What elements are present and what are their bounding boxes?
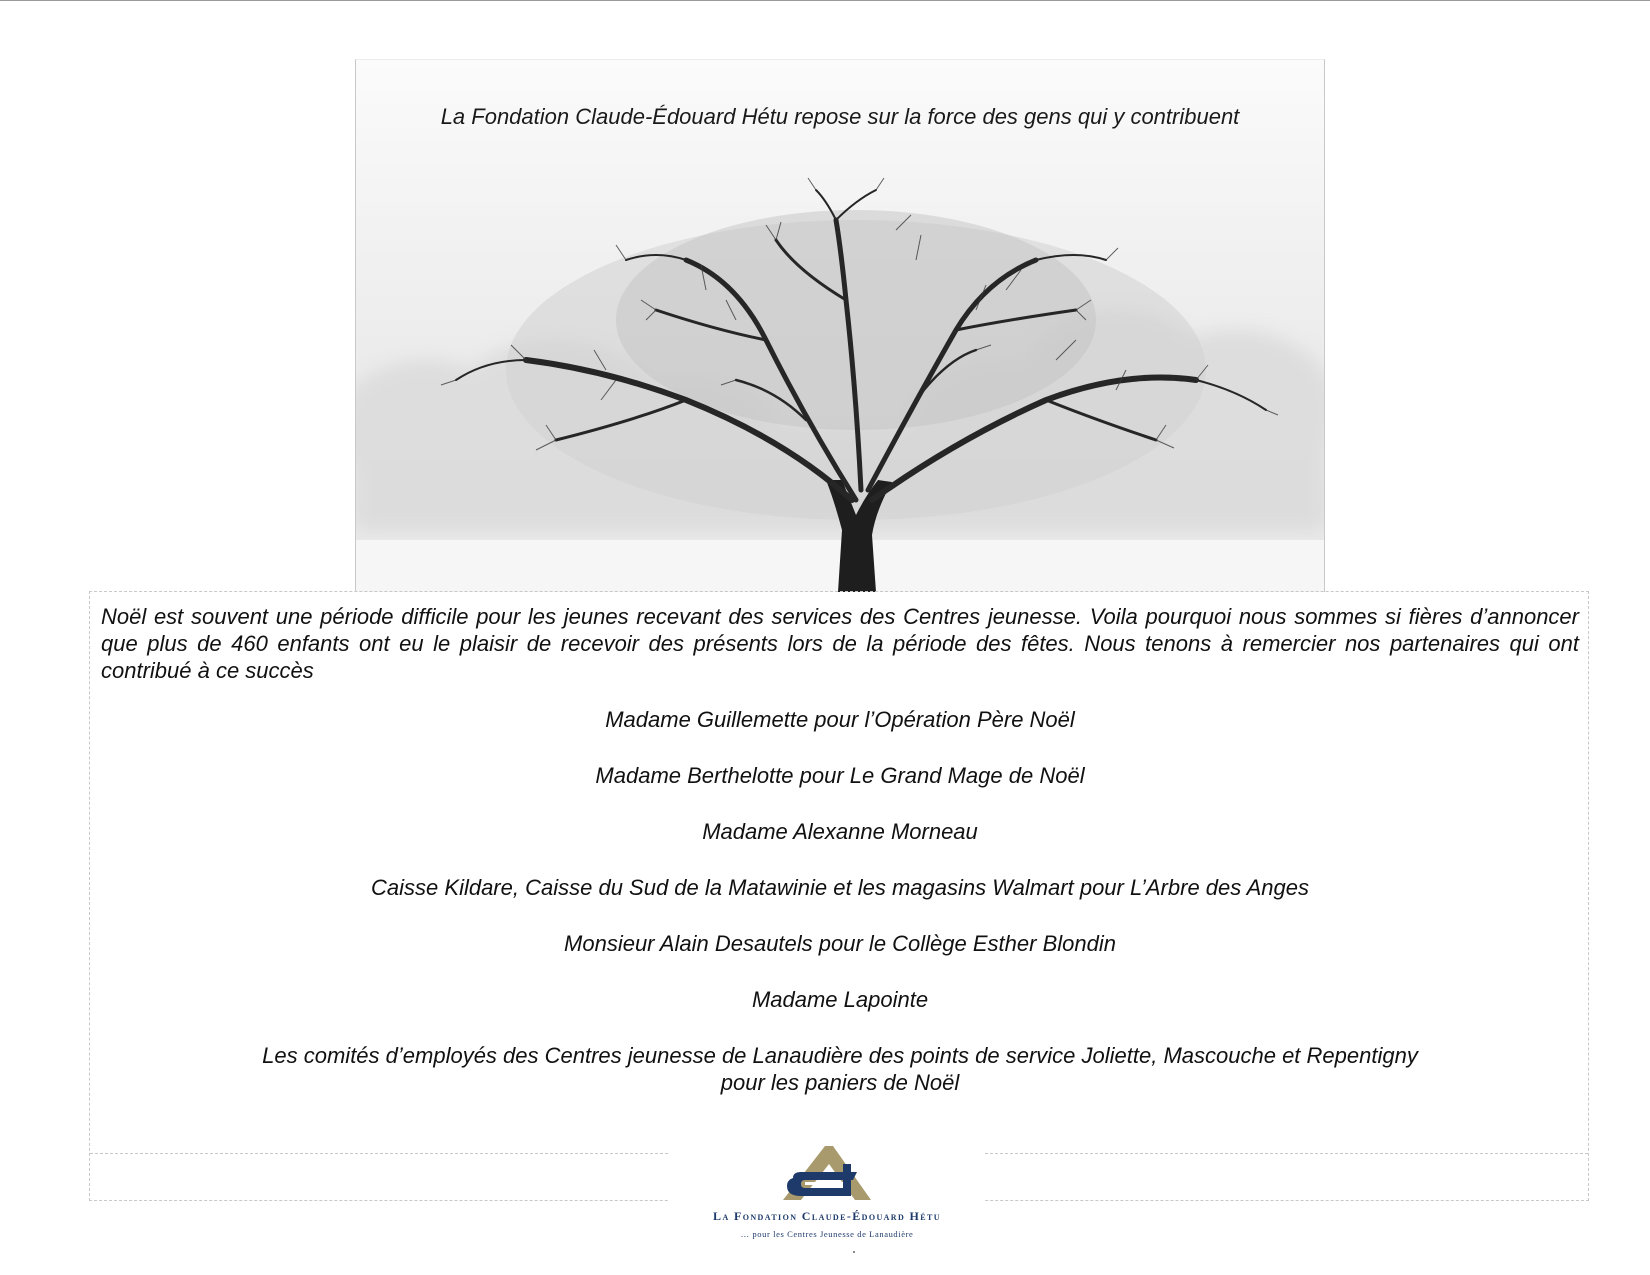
tree-icon bbox=[356, 60, 1324, 592]
top-rule bbox=[0, 0, 1650, 1]
thanks-item: Madame Guillemette pour l’Opération Père Noël bbox=[605, 707, 1075, 732]
thanks-item: Monsieur Alain Desautels pour le Collège Esther Blondin bbox=[564, 931, 1116, 956]
thanks-text-frame bbox=[89, 591, 1589, 1201]
thanks-item: Caisse Kildare, Caisse du Sud de la Matawinie et les magasins Walmart pour L’Arbre des Anges bbox=[371, 875, 1309, 900]
foundation-logo bbox=[669, 1116, 985, 1266]
logo-name: La Fondation Claude-Édouard Hétu bbox=[713, 1209, 941, 1223]
thanks-item: Madame Lapointe bbox=[751, 987, 929, 1012]
winter-tree-photo bbox=[355, 59, 1325, 592]
thanks-item: Madame Berthelotte pour Le Grand Mage de Noël bbox=[595, 763, 1085, 788]
foundation-emblem-icon bbox=[779, 1142, 875, 1204]
tagline: La Fondation Claude-Édouard Hétu repose sur la force des gens qui y contribuent bbox=[440, 104, 1240, 129]
logo-dot bbox=[853, 1251, 855, 1253]
thanks-item: Madame Alexanne Morneau bbox=[702, 819, 978, 844]
logo-subtitle: … pour les Centres Jeunesse de Lanaudière bbox=[740, 1229, 914, 1239]
intro-paragraph: Noël est souvent une période difficile pour les jeunes recevant des services des Centres jeunesse. Voila pourquoi nous sommes si fières d’annoncer que plus de 460 enfants ont eu le plaisir de recevoir des présents lors de la période des fêtes. Nous tenons à remercier nos partenaires qui ont contribué à ce succès bbox=[101, 604, 1579, 683]
thanks-list bbox=[90, 706, 1590, 1125]
thanks-item: Les comités d’employés des Centres jeunesse de Lanaudière des points de service Joliette, Mascouche et Repentigny pour les paniers de Noël bbox=[262, 1043, 1418, 1095]
